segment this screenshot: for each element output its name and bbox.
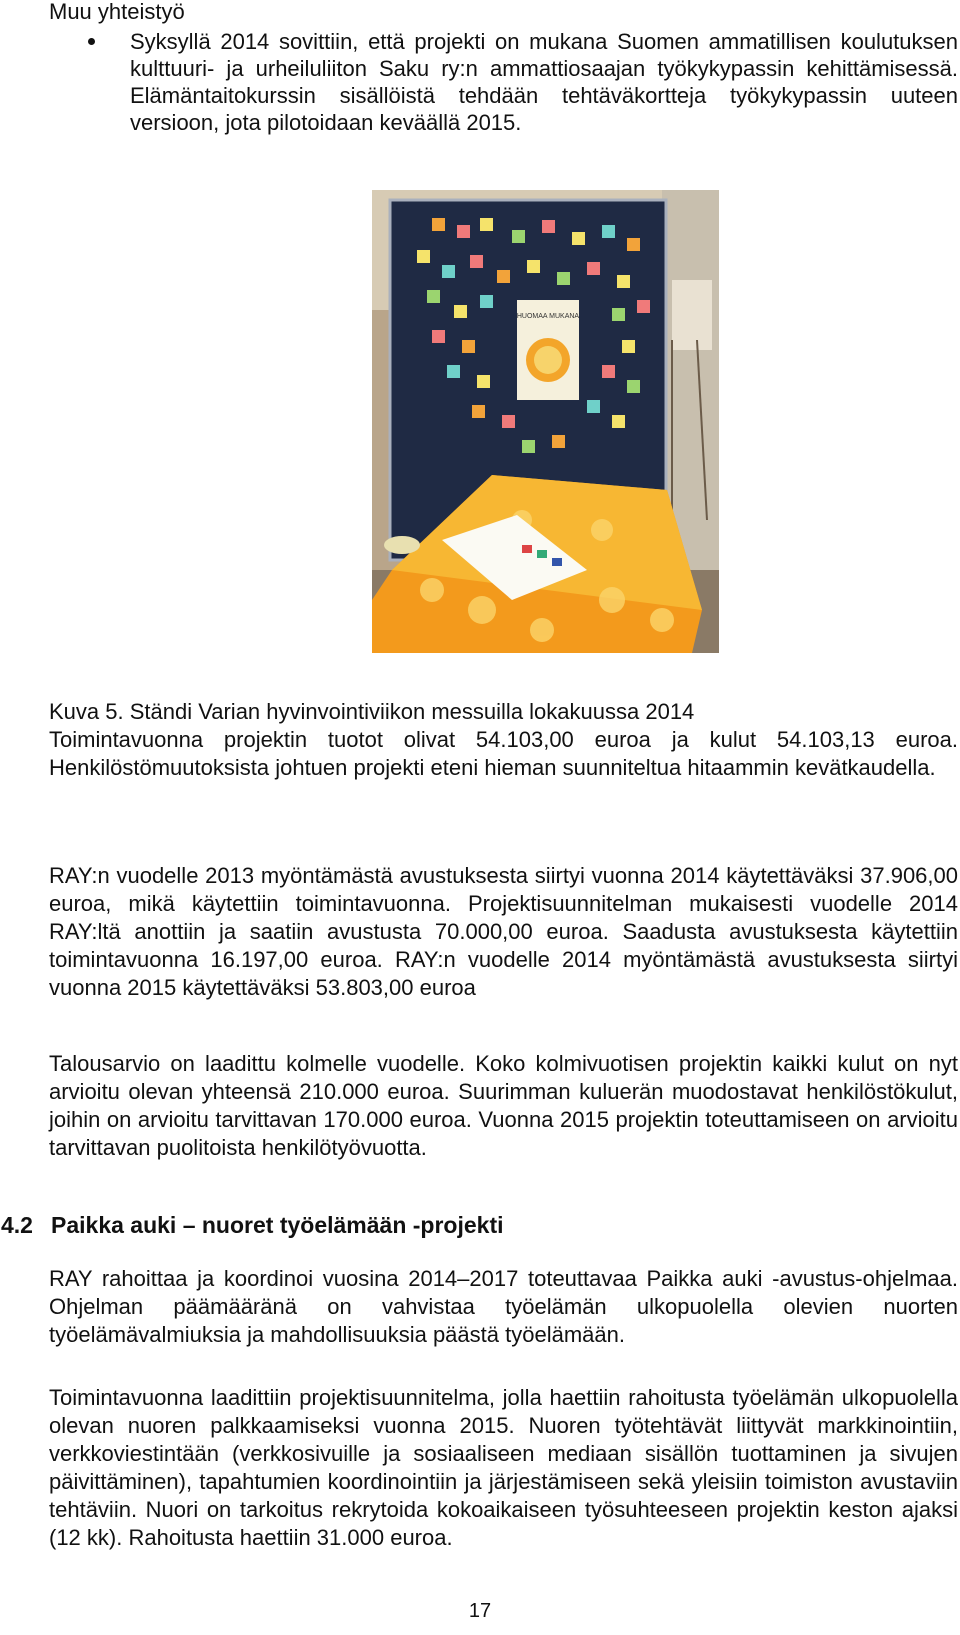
paragraph-talousarvio: Talousarvio on laadittu kolmelle vuodelle. Koko kolmivuotisen projektin kaikki kulut on nyt arvioitu olevan yhteensä 210.000 euroa. Suurimman kuluerän muodostavat henkilöstökulut, joihin on arvioitu tarvittavan 170.000 euroa. Vuonna 2015 projektin toteuttamiseen on arvioitu tarvittavan puolitoista henkilötyövuotta. <box>49 1051 958 1160</box>
poster-sign-text: HUOMAA MUKANA <box>516 313 580 320</box>
page-number: 17 <box>468 1600 492 1622</box>
section-title-text: Paikka auki – nuoret työelämään -projekti <box>51 1212 504 1238</box>
paragraph-projektisuunnitelma: Toimintavuonna laadittiin projektisuunnitelma, jolla haettiin rahoitusta työelämän ulkopuolella olevan nuoren palkkaamiseksi vuonna 2015. Nuoren työtehtävät liittyvät markkinointiin, verkkoviestintään (verkkosivuille ja sosiaaliseen mediaan sisällön tuottaminen ja sivujen päivittäminen), tapahtumien koordinointiin ja järjestämiseen sekä yleisiin toimiston avustaviin tehtäviin. Nuori on tarkoitus rekrytoida kokoaikaiseen työsuhteeseen projektin keston ajaksi (12 kk). Rahoitusta haettiin 31.000 euroa. <box>49 1385 958 1550</box>
section-heading-4-2 <box>0 1210 504 1240</box>
paragraph-ray-avustus: RAY:n vuodelle 2013 myöntämästä avustuksesta siirtyi vuonna 2014 käytettäväksi 37.906,00 euroa, mikä käytettiin toimintavuonna. Projektisuunnitelman mukaisesti vuodelle 2014 RAY:ltä anottiin ja saatiin avustusta 70.000,00 euroa. Saadusta avustuksesta käytettiin toimintavuonna 16.197,00 euroa. RAY:n vuodelle 2014 myöntämästä avustuksesta siirtyi vuonna 2015 käytettäväksi 53.803,00 euroa <box>49 863 958 1000</box>
photo-exhibition-stand <box>372 190 719 653</box>
paragraph-ray-ohjelma: RAY rahoittaa ja koordinoi vuosina 2014–2017 toteuttavaa Paikka auki -avustus-ohjelmaa. Ohjelman päämääränä on vahvistaa työelämän ulkopuolella olevien nuorten työelämävalmiuksia ja mahdollisuuksia päästä työelämään. <box>49 1266 958 1347</box>
section-heading-muu-yhteistyo: Muu yhteistyö <box>49 0 185 24</box>
paragraph-tuotot-kulut: Toimintavuonna projektin tuotot olivat 54.103,00 euroa ja kulut 54.103,13 euroa. Henkilöstömuutoksista johtuen projekti eteni hieman suunniteltua hitaammin kevätkaudella. <box>49 727 958 780</box>
section-number: 4.2 <box>1 1212 33 1238</box>
bullet-dot-icon <box>88 38 95 45</box>
figure-caption: Kuva 5. Ständi Varian hyvinvointiviikon messuilla lokakuussa 2014 <box>49 699 695 724</box>
bullet-text: Syksyllä 2014 sovittiin, että projekti on mukana Suomen ammatillisen koulutuksen kulttuuri- ja urheiluliiton Saku ry:n ammattiosaajan työkykypassin kehittämisessä. Elämäntaitokurssin sisällöistä tehdään tehtäväkortteja työkykypassin uuteen versioon, jota pilotoidaan keväällä 2015. <box>130 29 958 135</box>
